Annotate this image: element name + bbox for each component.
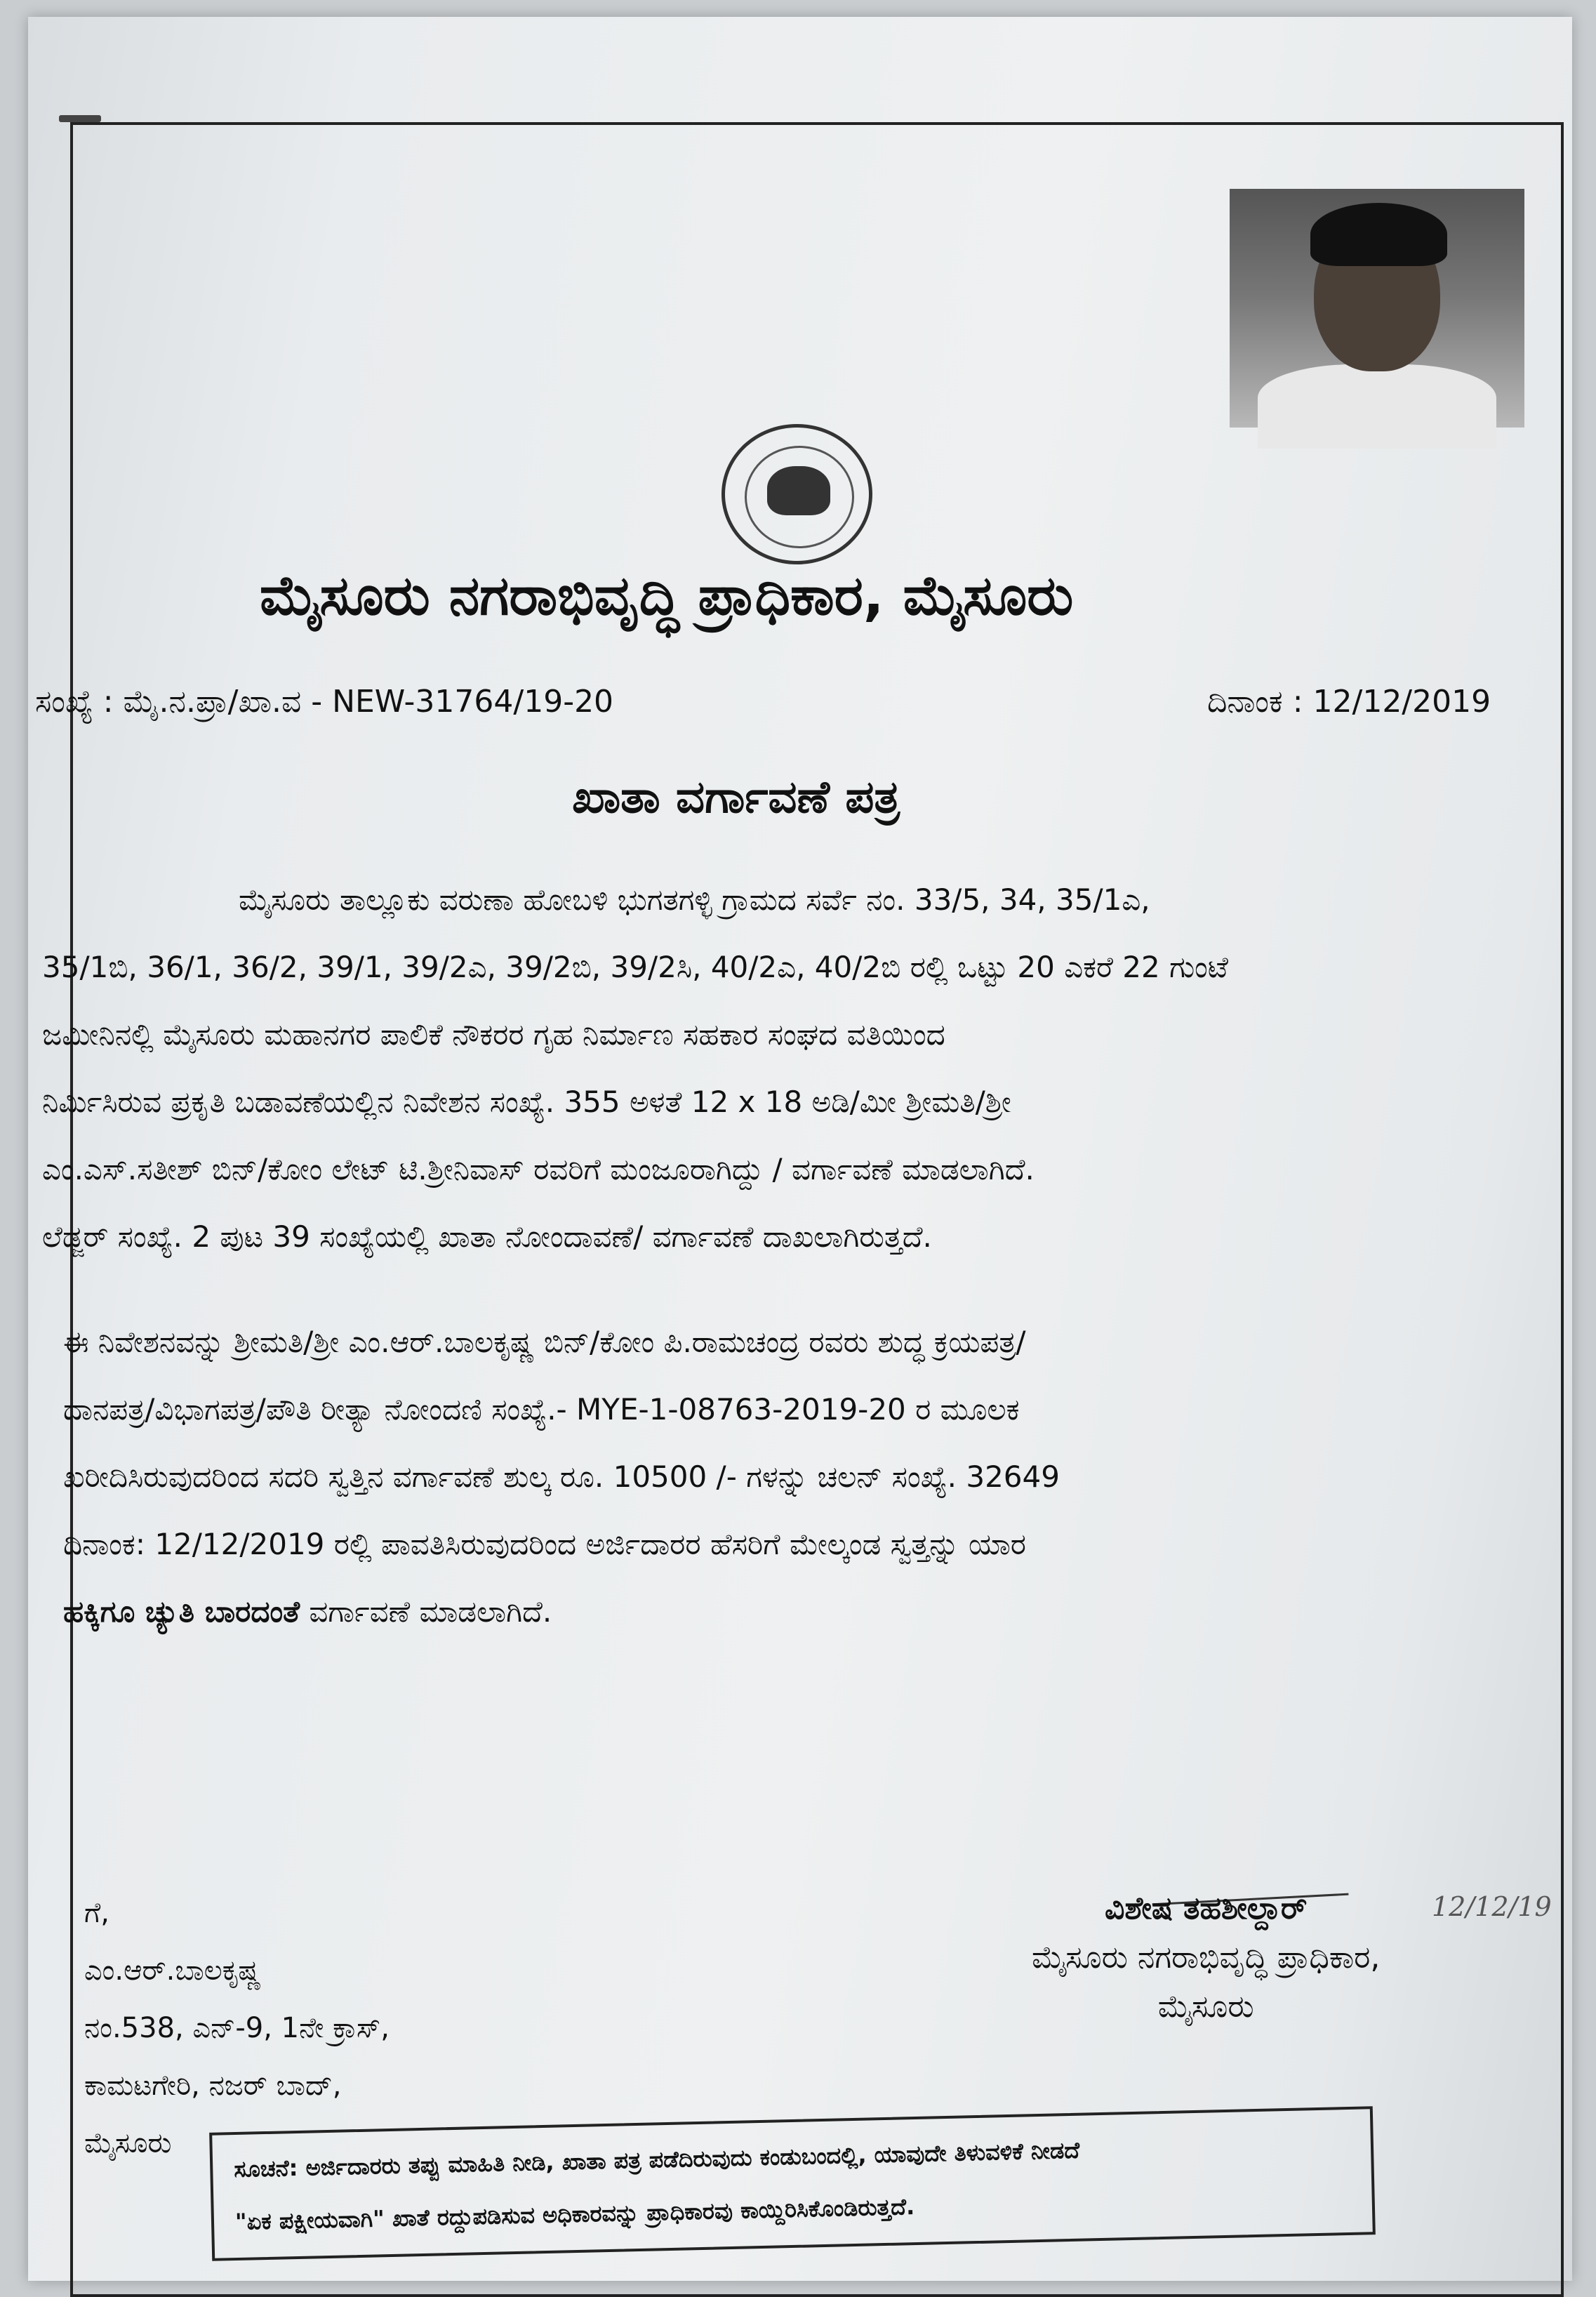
- recipient-address-line: ಕಾಮಟಗೇರಿ, ನಜರ್ ಬಾದ್,: [84, 2070, 342, 2102]
- issue-date: ದಿನಾಂಕ : 12/12/2019: [1207, 684, 1491, 720]
- document-sheet: [28, 17, 1572, 2281]
- applicant-photo: [1230, 189, 1524, 428]
- handwritten-date: 12/12/19: [1432, 1891, 1552, 1922]
- paragraph-line: ಈ ನಿವೇಶನವನ್ನು ಶ್ರೀಮತಿ/ಶ್ರೀ ಎಂ.ಆರ್.ಬಾಲಕೃಷ್ಣ ಬಿನ್/ಕೋಂ ಪಿ.ರಾಮಚಂದ್ರ ರವರು ಶುದ್ಧ ಕ್ರಯಪತ್ರ/: [63, 1325, 1026, 1359]
- recipient-address-line: ನಂ.538, ಎನ್-9, 1ನೇ ಕ್ರಾಸ್,: [84, 2012, 390, 2044]
- paragraph-line: ನಿರ್ಮಿಸಿರುವ ಪ್ರಕೃತಿ ಬಡಾವಣೆಯಲ್ಲಿನ ನಿವೇಶನ ಸಂಖ್ಯೆ. 355 ಅಳತೆ 12 x 18 ಅಡಿ/ಮೀ ಶ್ರೀಮತಿ/ಶ್ರೀ: [42, 1085, 1011, 1119]
- signatory-place: ಮೈಸೂರು: [1157, 1989, 1254, 2025]
- document-title: ಮೈಸೂರು ನಗರಾಭಿವೃದ್ಧಿ ಪ್ರಾಧಿಕಾರ, ಮೈಸೂರು: [260, 564, 1074, 628]
- recipient-address-line: ಮೈಸೂರು: [84, 2127, 172, 2159]
- paragraph-text: ವರ್ಗಾವಣೆ ಮಾಡಲಾಗಿದೆ.: [300, 1594, 552, 1629]
- body-paragraph-2: [42, 1309, 1523, 1646]
- reference-number: ಸಂಖ್ಯೆ : ಮೈ.ನ.ಪ್ರಾ/ಖಾ.ವ - NEW-31764/19-20: [35, 684, 614, 720]
- paragraph-line: ಖರೀದಿಸಿರುವುದರಿಂದ ಸದರಿ ಸ್ವತ್ತಿನ ವರ್ಗಾವಣೆ ಶುಲ್ಕ ರೂ. 10500 /- ಗಳನ್ನು ಚಲನ್ ಸಂಖ್ಯೆ. 32649: [63, 1459, 1060, 1494]
- paragraph-line: ಜಮೀನಿನಲ್ಲಿ ಮೈಸೂರು ಮಹಾನಗರ ಪಾಲಿಕೆ ನೌಕರರ ಗೃಹ ನಿರ್ಮಾಣ ಸಹಕಾರ ಸಂಘದ ವತಿಯಿಂದ: [42, 1017, 945, 1052]
- staple: [59, 115, 101, 122]
- signatory-designation: ವಿಶೇಷ ತಹಶೀಲ್ದಾರ್: [1105, 1891, 1308, 1926]
- notice-line: ಸೂಚನೆ: ಅರ್ಜಿದಾರರು ತಪ್ಪು ಮಾಹಿತಿ ನೀಡಿ, ಖಾತಾ ಪತ್ರ ಪಡೆದಿರುವುದು ಕಂಡುಬಂದಲ್ಲಿ, ಯಾವುದೇ ತಿಳುವಳಿಕೆ ನೀಡದೆ: [233, 2136, 1080, 2183]
- recipient-name: ಎಂ.ಆರ್.ಬಾಲಕೃಷ್ಣ: [84, 1954, 262, 1987]
- paragraph-line: ದಿನಾಂಕ: 12/12/2019 ರಲ್ಲಿ ಪಾವತಿಸಿರುವುದರಿಂದ ಅರ್ಜಿದಾರರ ಹೆಸರಿಗೆ ಮೇಲ್ಕಂಡ ಸ್ವತ್ತನ್ನು ಯಾರ: [63, 1527, 1026, 1561]
- paragraph-line: ದಾನಪತ್ರ/ವಿಭಾಗಪತ್ರ/ಪೌತಿ ರೀತ್ಯಾ ನೋಂದಣಿ ಸಂಖ್ಯೆ.- MYE-1-08763-2019-20 ರ ಮೂಲಕ: [63, 1392, 1020, 1426]
- recipient-salutation: ಗೆ,: [84, 1897, 109, 1929]
- government-emblem-icon: [721, 424, 872, 564]
- paragraph-line: ಲೆಡ್ಜರ್ ಸಂಖ್ಯೆ. 2 ಪುಟ 39 ಸಂಖ್ಯೆಯಲ್ಲಿ ಖಾತಾ ನೋಂದಾವಣೆ/ ವರ್ಗಾವಣೆ ದಾಖಲಾಗಿರುತ್ತದೆ.: [42, 1219, 932, 1254]
- emphasis-text: ಹಕ್ಕಿಗೂ ಚ್ಯುತಿ ಬಾರದಂತೆ: [63, 1594, 300, 1629]
- body-paragraph-1: [42, 866, 1523, 1271]
- paragraph-line: 35/1ಬಿ, 36/1, 36/2, 39/1, 39/2ಎ, 39/2ಬಿ, 39/2ಸಿ, 40/2ಎ, 40/2ಬಿ ರಲ್ಲಿ ಒಟ್ಟು 20 ಎಕರೆ 22 ಗುಂಟೆ: [42, 950, 1228, 984]
- subject-heading: ಖಾತಾ ವರ್ಗಾವಣೆ ಪತ್ರ: [572, 772, 900, 823]
- notice-box: [209, 2106, 1376, 2261]
- paragraph-line: ಎಂ.ಎಸ್.ಸತೀಶ್ ಬಿನ್/ಕೋಂ ಲೇಟ್ ಟಿ.ಶ್ರೀನಿವಾಸ್ ರವರಿಗೆ ಮಂಜೂರಾಗಿದ್ದು / ವರ್ಗಾವಣೆ ಮಾಡಲಾಗಿದೆ.: [42, 1152, 1035, 1186]
- signatory-office: ಮೈಸೂರು ನಗರಾಭಿವೃದ್ಧಿ ಪ್ರಾಧಿಕಾರ,: [1032, 1940, 1381, 1975]
- notice-line: "ಏಕ ಪಕ್ಷೀಯವಾಗಿ" ಖಾತೆ ರದ್ದುಪಡಿಸುವ ಅಧಿಕಾರವನ್ನು ಪ್ರಾಧಿಕಾರವು ಕಾಯ್ದಿರಿಸಿಕೊಂಡಿರುತ್ತದೆ.: [234, 2193, 915, 2236]
- paragraph-line: ಮೈಸೂರು ತಾಲ್ಲೂಕು ವರುಣಾ ಹೋಬಳಿ ಭುಗತಗಳ್ಳಿ ಗ್ರಾಮದ ಸರ್ವೆ ನಂ. 33/5, 34, 35/1ಎ,: [239, 882, 1150, 917]
- paragraph-line: [42, 1578, 1523, 1646]
- signatory-block: [1032, 1884, 1380, 2032]
